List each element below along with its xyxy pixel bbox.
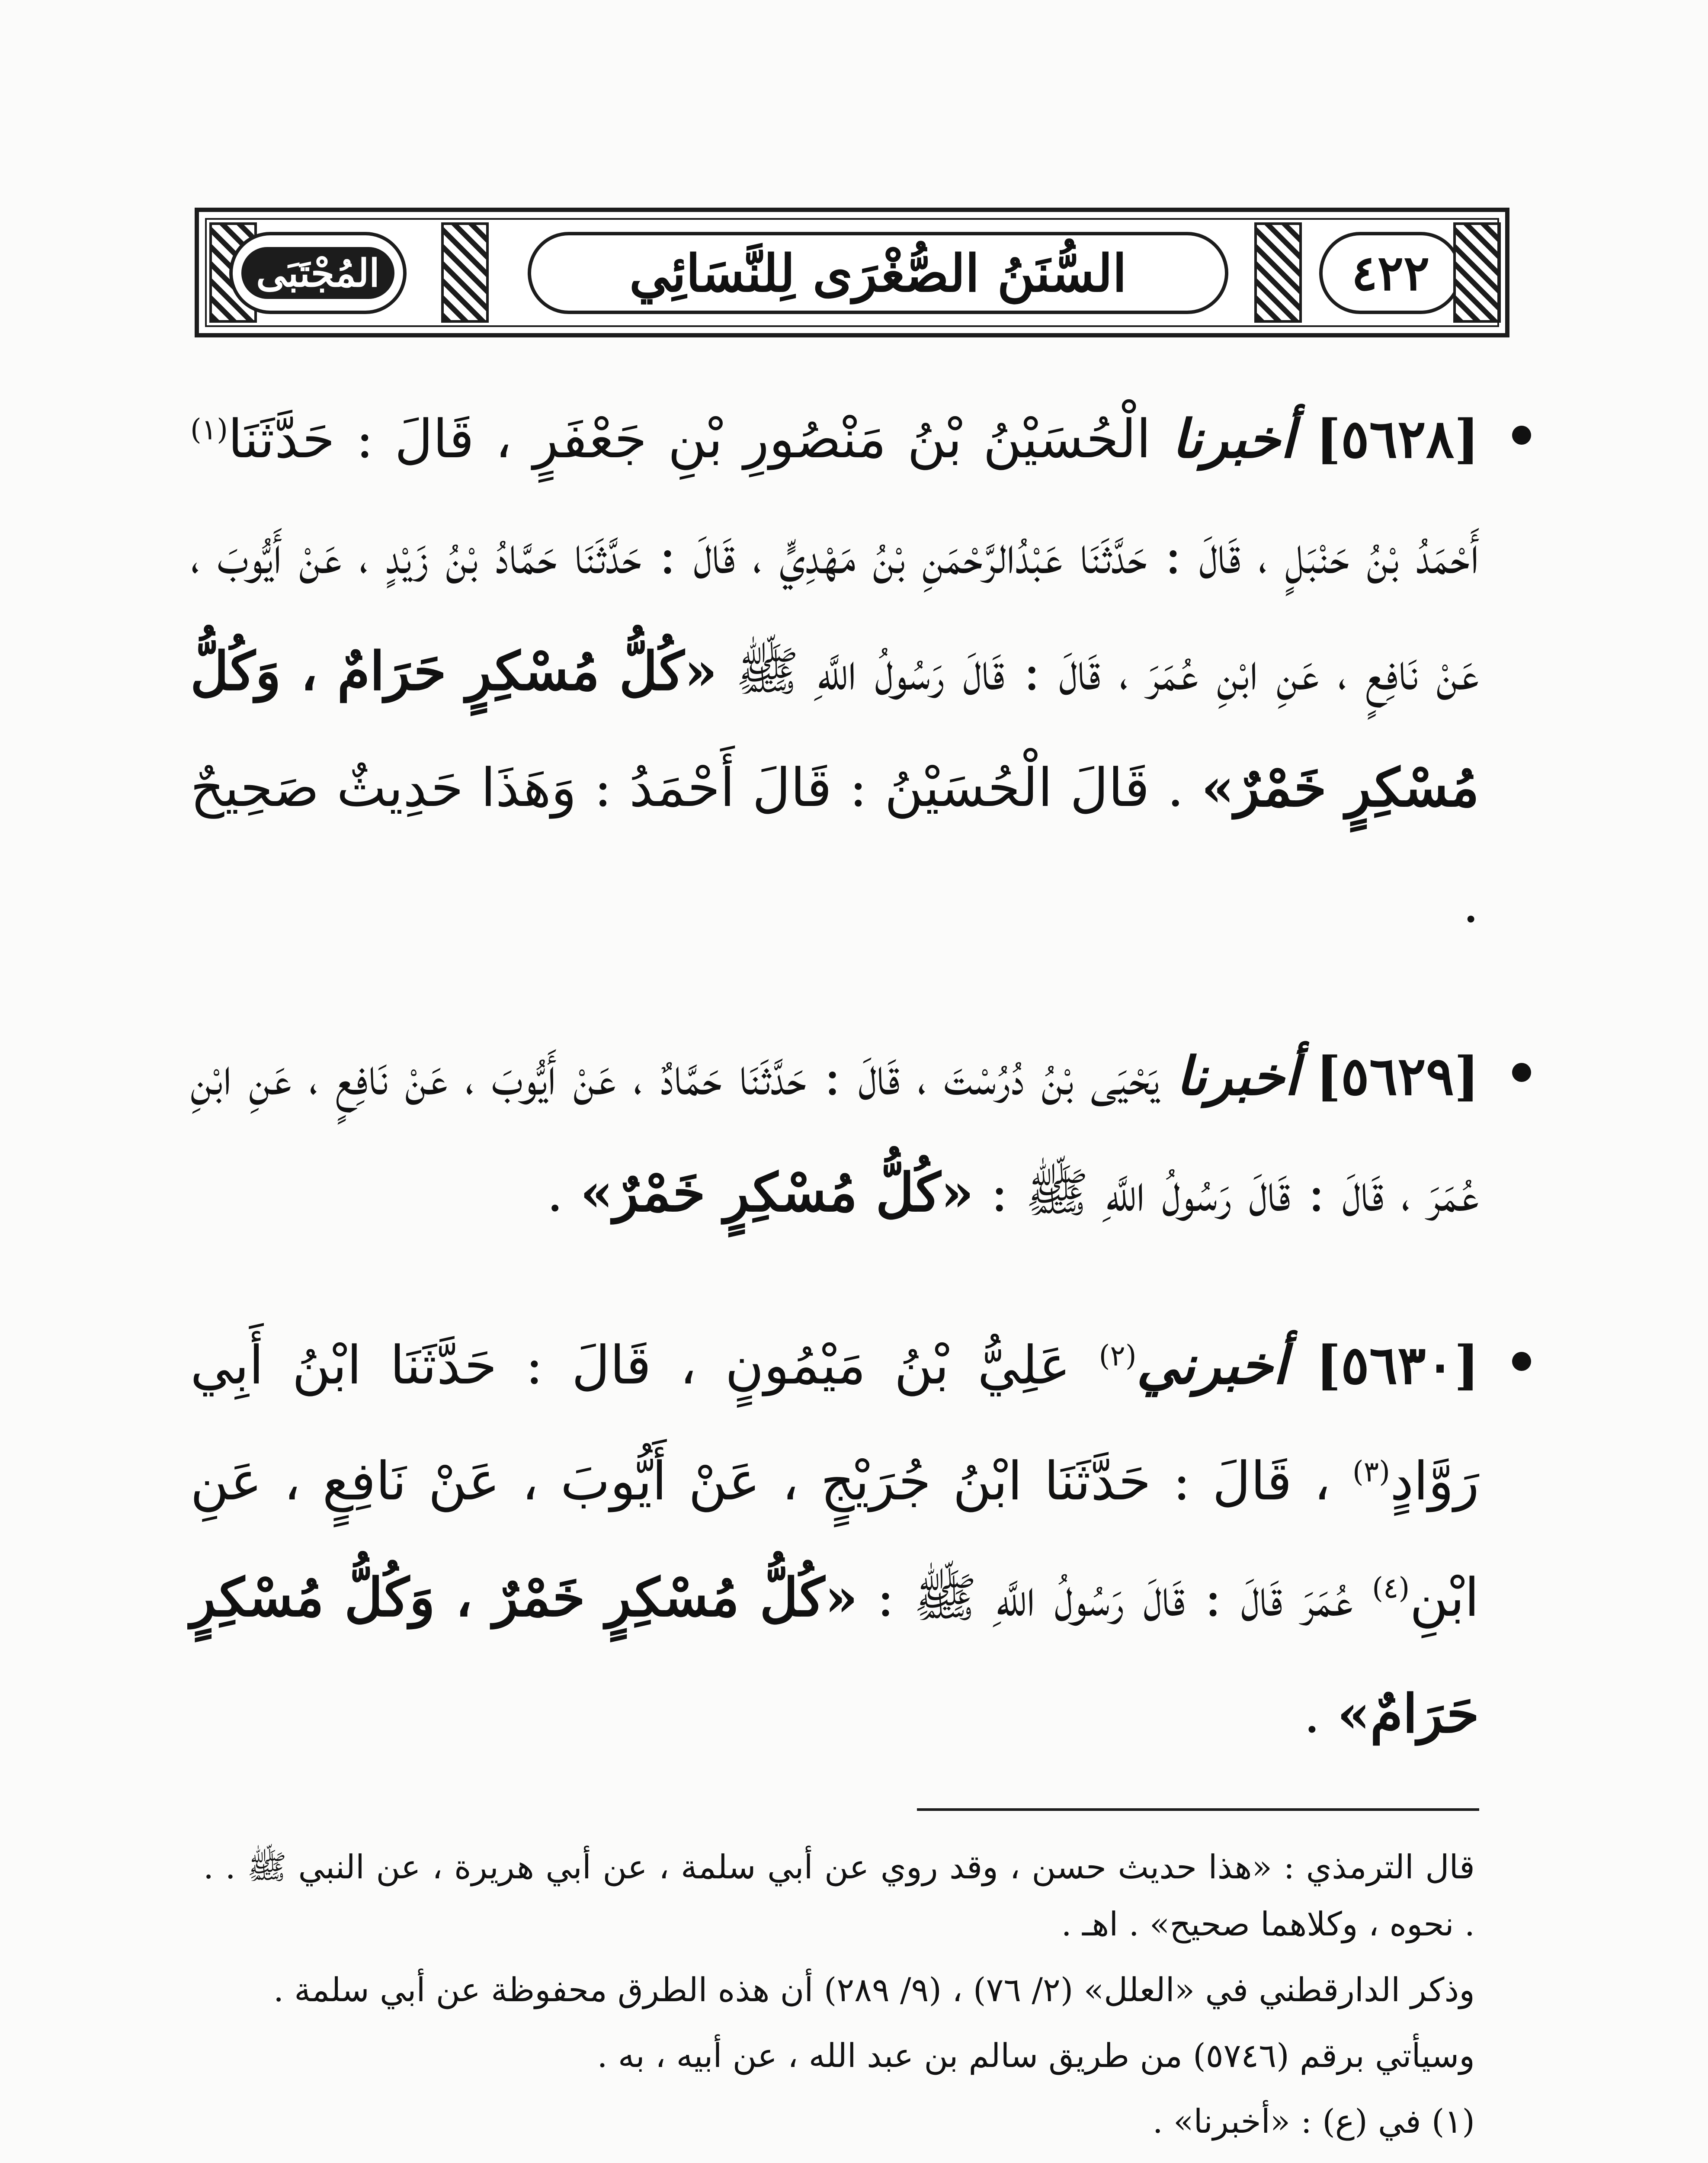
footnote-divider [917, 1808, 1479, 1811]
header-ornament-mid-right [1254, 222, 1302, 323]
matn-text: «كُلُّ مُسْكِرٍ حَرَامٌ ، وَكُلُّ مُسْكِرٍ خَمْرٌ» [190, 640, 1480, 818]
akhbara-word: أخبرنا [1172, 408, 1295, 470]
isnad-text: أَحْمَدُ بْنُ حَنْبَلٍ ، قَالَ : حَدَّثَنَا عَبْدُالرَّحْمَنِ بْنُ مَهْدِيٍّ ، قَالَ : حَدَّثَنَا حَمَّادُ بْنُ زَيْدٍ ، عَنْ أَيُّوبَ ، عَنْ نَافِعٍ ، عَنِ ابْنِ عُمَرَ ، قَالَ : قَالَ رَسُولُ اللَّهِ ﷺ [190, 524, 1479, 702]
hadith-text: . [1304, 1683, 1337, 1745]
hadith-number: [٥٦٣٠] [1316, 1334, 1480, 1396]
footnote-continuation [203, 1961, 1535, 2019]
footnote-text: وسيأتي برقم (٥٧٤٦) من طريق سالم بن عبد الله ، عن أبيه ، به . [597, 2036, 1475, 2075]
footnote-text: قال الترمذي : «هذا حديث حسن ، وقد روي عن أبي سلمة ، عن أبي هريرة ، عن النبي ﷺ . . . نحوه ، وكلاهما صحيح» . اهـ . [203, 1848, 1475, 1943]
hadith-5628 [190, 381, 1531, 962]
bullet-icon [1512, 1063, 1531, 1082]
matn-text: «كُلُّ مُسْكِرٍ خَمْرٌ» [580, 1161, 974, 1223]
header-ornament-right [1453, 222, 1501, 323]
akhbara-word: أخبرنا [1176, 1045, 1299, 1107]
page-number: ٤٢٢ [1351, 244, 1430, 302]
page-number-cartouche [1319, 232, 1462, 314]
bullet-icon [1512, 1352, 1531, 1371]
hadith-number: [٥٦٢٨] [1316, 408, 1479, 470]
isnad-text: الْحُسَيْنُ بْنُ مَنْصُورِ بْنِ جَعْفَرٍ ، قَالَ : حَدَّثَنَا [228, 408, 1172, 470]
book-emblem-cartouche [229, 232, 407, 314]
footnote-text: (١) في (ع) : «أخبرنا» . [1152, 2102, 1475, 2141]
isnad-text: يَحْيَى بْنُ دُرُسْتَ ، قَالَ : حَدَّثَنَا حَمَّادٌ ، عَنْ أَيُّوبَ ، عَنْ نَافِعٍ ، عَنِ ابْنِ عُمَرَ ، قَالَ : قَالَ رَسُولُ اللَّهِ ﷺ : [190, 1046, 1479, 1223]
book-emblem: المُجْتَبَى [241, 247, 394, 299]
header-ornament-mid-left [441, 222, 489, 323]
footnote-continuation [203, 1839, 1535, 1953]
bullet-icon [1512, 426, 1531, 445]
footnote-ref[interactable]: (٤) [1372, 1571, 1410, 1605]
isnad-text: ، قَالَ : حَدَّثَنَا ابْنُ جُرَيْجٍ ، عَنْ أَيُّوبَ ، عَنْ نَافِعٍ ، عَنِ ابْنِ [190, 1451, 1479, 1628]
footnote-continuation [203, 2027, 1535, 2084]
hadith-text: . قَالَ الْحُسَيْنُ : قَالَ أَحْمَدُ : وَهَذَا حَدِيثٌ صَحِيحٌ . [190, 757, 1479, 934]
footnote-text: وذكر الدارقطني في «العلل» (٢/ ٧٦) ، (٩/ ٢٨٩) أن هذه الطرق محفوظة عن أبي سلمة . [273, 1970, 1475, 2009]
footnote [203, 2093, 1535, 2150]
hadith-5629 [190, 1018, 1531, 1251]
page-header [195, 208, 1509, 337]
page-title: السُّنَنُ الصُّغْرَى لِلنَّسَائِي [629, 243, 1127, 303]
footnote-ref[interactable]: (١) [190, 413, 228, 446]
isnad-text: عَلِيُّ بْنُ مَيْمُونٍ ، قَالَ : حَدَّثَنَا ابْنُ أَبِي رَوَّادٍ [190, 1335, 1479, 1512]
hadith-body [190, 381, 1531, 1828]
hadith-text: . [546, 1162, 580, 1223]
footnote-ref[interactable]: (٣) [1352, 1455, 1390, 1489]
matn-text: «كُلُّ مُسْكِرٍ خَمْرٌ ، وَكُلُّ مُسْكِرٍ حَرَامٌ» [190, 1566, 1479, 1745]
akhbara-word: أخبرني [1136, 1334, 1288, 1396]
footnote-ref[interactable]: (٢) [1099, 1339, 1137, 1373]
title-cartouche [528, 232, 1228, 314]
footnotes [203, 1839, 1535, 2163]
hadith-5630 [190, 1307, 1531, 1772]
hadith-number: [٥٦٢٩] [1316, 1045, 1480, 1107]
isnad-text: عُمَرَ قَالَ : قَالَ رَسُولُ اللَّهِ ﷺ : [858, 1567, 1372, 1628]
takhrij-note [203, 2159, 1535, 2163]
